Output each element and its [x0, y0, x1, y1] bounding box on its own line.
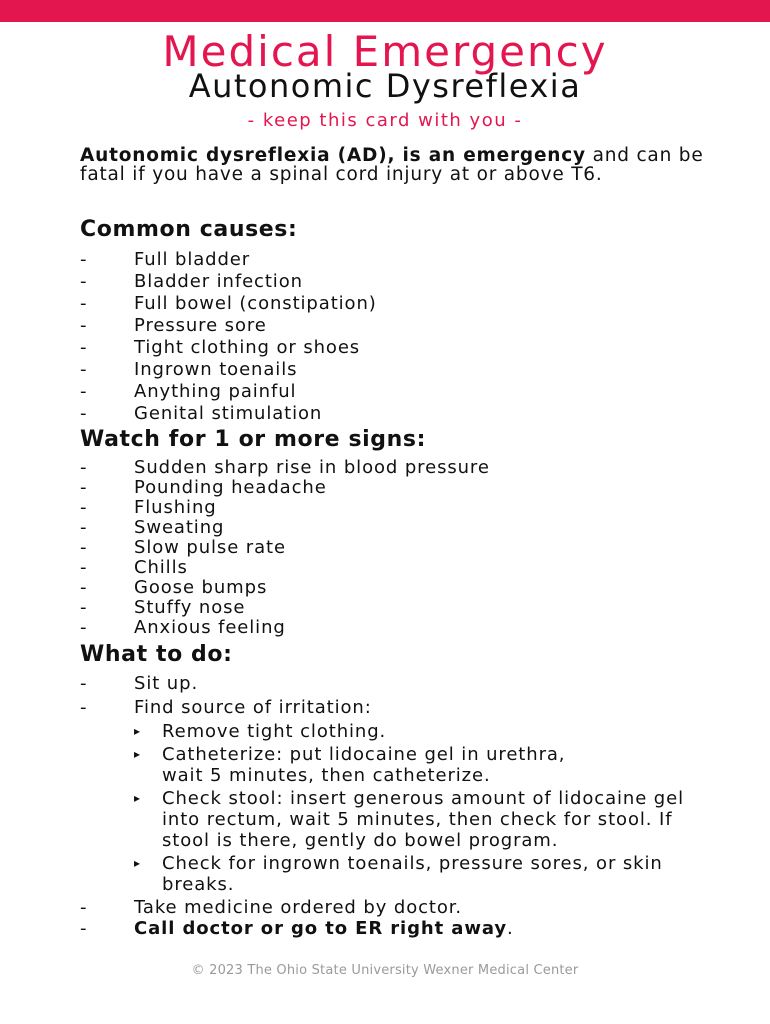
- bullet-dash: -: [80, 337, 88, 358]
- list-item: - Call doctor or go to ER right away.: [80, 918, 514, 939]
- triangle-bullet-icon: ▸: [134, 856, 141, 870]
- bullet-dash: -: [80, 597, 88, 618]
- what-to-do-list: [80, 673, 740, 939]
- list-item: - Pounding headache: [80, 477, 327, 498]
- bullet-dash: -: [80, 537, 88, 558]
- list-item: - Tight clothing or shoes: [80, 337, 361, 358]
- call-doctor-bold-text: Call doctor or go to ER right away: [134, 918, 508, 939]
- bullet-dash: -: [80, 697, 88, 718]
- common-causes-section: [80, 218, 740, 425]
- list-item: - Full bowel (constipation): [80, 293, 377, 314]
- list-item: - Full bladder: [80, 249, 251, 270]
- bullet-dash: -: [80, 271, 88, 292]
- list-item: - Bladder infection: [80, 271, 303, 292]
- bullet-dash: -: [80, 477, 88, 498]
- list-item: - Sweating: [80, 517, 225, 538]
- copyright-footer: © 2023 The Ohio State University Wexner Medical Center: [191, 963, 579, 978]
- list-item: - Slow pulse rate: [80, 537, 286, 558]
- bullet-dash: -: [80, 457, 88, 478]
- sub-list-item: ▸ Check stool: insert generous amount of lidocaine gel into rectum, wait 5 minutes, then check for stool. If stool is there, gently do bowel program.: [134, 788, 685, 851]
- top-accent-bar: [0, 0, 770, 22]
- bullet-dash: -: [80, 897, 88, 918]
- warning-signs-section: [80, 428, 740, 638]
- bullet-dash: -: [80, 359, 88, 380]
- bullet-dash: -: [80, 557, 88, 578]
- bullet-dash: -: [80, 249, 88, 270]
- list-item: - Sudden sharp rise in blood pressure: [80, 457, 490, 478]
- common-causes-heading: Common causes:: [80, 217, 298, 242]
- list-item: - Genital stimulation: [80, 403, 323, 424]
- bullet-dash: -: [80, 293, 88, 314]
- bullet-dash: -: [80, 617, 88, 638]
- list-item: - Anxious feeling: [80, 617, 286, 638]
- bullet-dash: -: [80, 673, 88, 694]
- warning-signs-heading: Watch for 1 or more signs:: [80, 427, 426, 452]
- card-tagline: - keep this card with you -: [247, 110, 523, 131]
- intro-paragraph: [80, 146, 740, 184]
- bullet-dash: -: [80, 381, 88, 402]
- intro-rest-text: and can be fatal if you have a spinal cord injury at or above T6.: [80, 145, 704, 185]
- list-item: [80, 697, 740, 895]
- irritation-steps-list: [134, 721, 685, 895]
- what-to-do-section: [80, 643, 740, 939]
- list-item: - Anything painful: [80, 381, 297, 402]
- card-title: Medical Emergency: [162, 27, 608, 76]
- bullet-dash: -: [80, 577, 88, 598]
- list-item: - Take medicine ordered by doctor.: [80, 897, 463, 918]
- bullet-dash: -: [80, 517, 88, 538]
- triangle-bullet-icon: ▸: [134, 747, 141, 761]
- list-item: - Chills: [80, 557, 188, 578]
- warning-signs-list: [80, 458, 740, 638]
- card-subtitle: Autonomic Dysreflexia: [188, 67, 582, 105]
- find-source-text: Find source of irritation:: [134, 697, 372, 718]
- common-causes-list: [80, 249, 740, 425]
- bullet-dash: -: [80, 315, 88, 336]
- list-item: - Ingrown toenails: [80, 359, 298, 380]
- sub-list-item: ▸ Catheterize: put lidocaine gel in urethra, wait 5 minutes, then catheterize.: [134, 744, 566, 786]
- list-item: - Goose bumps: [80, 577, 268, 598]
- bullet-dash: -: [80, 403, 88, 424]
- list-item: - Stuffy nose: [80, 597, 246, 618]
- sub-list-item: ▸ Check for ingrown toenails, pressure sores, or skin breaks.: [134, 853, 663, 895]
- list-item: - Flushing: [80, 497, 217, 518]
- what-to-do-heading: What to do:: [80, 642, 233, 667]
- triangle-bullet-icon: ▸: [134, 724, 141, 738]
- bullet-dash: -: [80, 497, 88, 518]
- list-item: - Pressure sore: [80, 315, 267, 336]
- triangle-bullet-icon: ▸: [134, 791, 141, 805]
- bullet-dash: -: [80, 918, 88, 939]
- sub-list-item: ▸ Remove tight clothing.: [134, 721, 387, 742]
- list-item: - Sit up.: [80, 673, 199, 694]
- intro-bold-text: Autonomic dysreflexia (AD), is an emergency: [80, 145, 586, 166]
